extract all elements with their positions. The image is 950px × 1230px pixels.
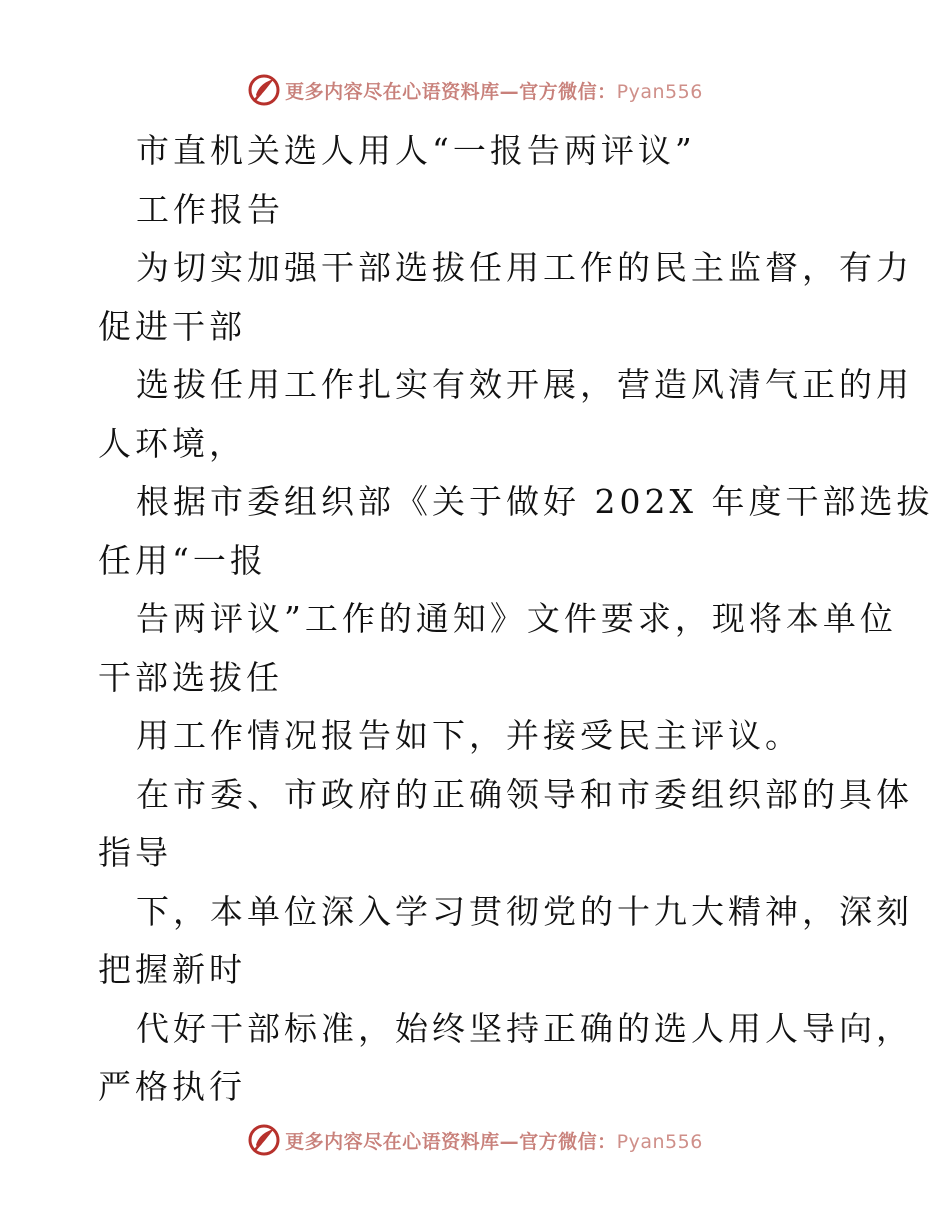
text-line: 根据市委组织部《关于做好 202X 年度干部选拔 xyxy=(136,482,934,521)
text-line: 任用“一报 xyxy=(98,540,267,580)
footer-watermark xyxy=(0,1122,950,1158)
header-watermark xyxy=(0,72,950,108)
text-line: 选拔任用工作扎实有效开展，营造风清气正的用 xyxy=(136,365,913,404)
text-line: 把握新时 xyxy=(98,950,246,989)
text-line: 告两评议”工作的通知》文件要求，现将本单位 xyxy=(136,599,897,638)
logo-icon xyxy=(247,73,281,107)
text-line: 严格执行 xyxy=(98,1067,246,1106)
text-line: 用工作情况报告如下，并接受民主评议。 xyxy=(136,716,802,755)
watermark-wechat-id: Pyan556 xyxy=(616,80,703,103)
text-line: 为切实加强干部选拔任用工作的民主监督，有力 xyxy=(136,248,913,287)
document-body xyxy=(98,122,934,1117)
watermark-text: 更多内容尽在心语资料库—官方微信：Pyan556 xyxy=(285,80,703,103)
watermark-text: 更多内容尽在心语资料库—官方微信：Pyan556 xyxy=(285,1130,703,1153)
text-line: 在市委、市政府的正确领导和市委组织部的具体 xyxy=(136,774,913,814)
watermark-wechat-id: Pyan556 xyxy=(616,1130,703,1153)
text-line: 工作报告 xyxy=(136,189,284,229)
text-line: 人环境， xyxy=(98,423,246,463)
logo-icon xyxy=(247,1123,281,1157)
text-line: 指导 xyxy=(98,833,172,872)
text-line: 市直机关选人用人“一报告两评议” xyxy=(136,131,696,170)
text-line: 干部选拔任 xyxy=(98,657,283,697)
text-line: 促进干部 xyxy=(98,306,246,346)
text-line: 下，本单位深入学习贯彻党的十九大精神，深刻 xyxy=(136,891,913,931)
text-line: 代好干部标准，始终坚持正确的选人用人导向， xyxy=(136,1008,913,1048)
